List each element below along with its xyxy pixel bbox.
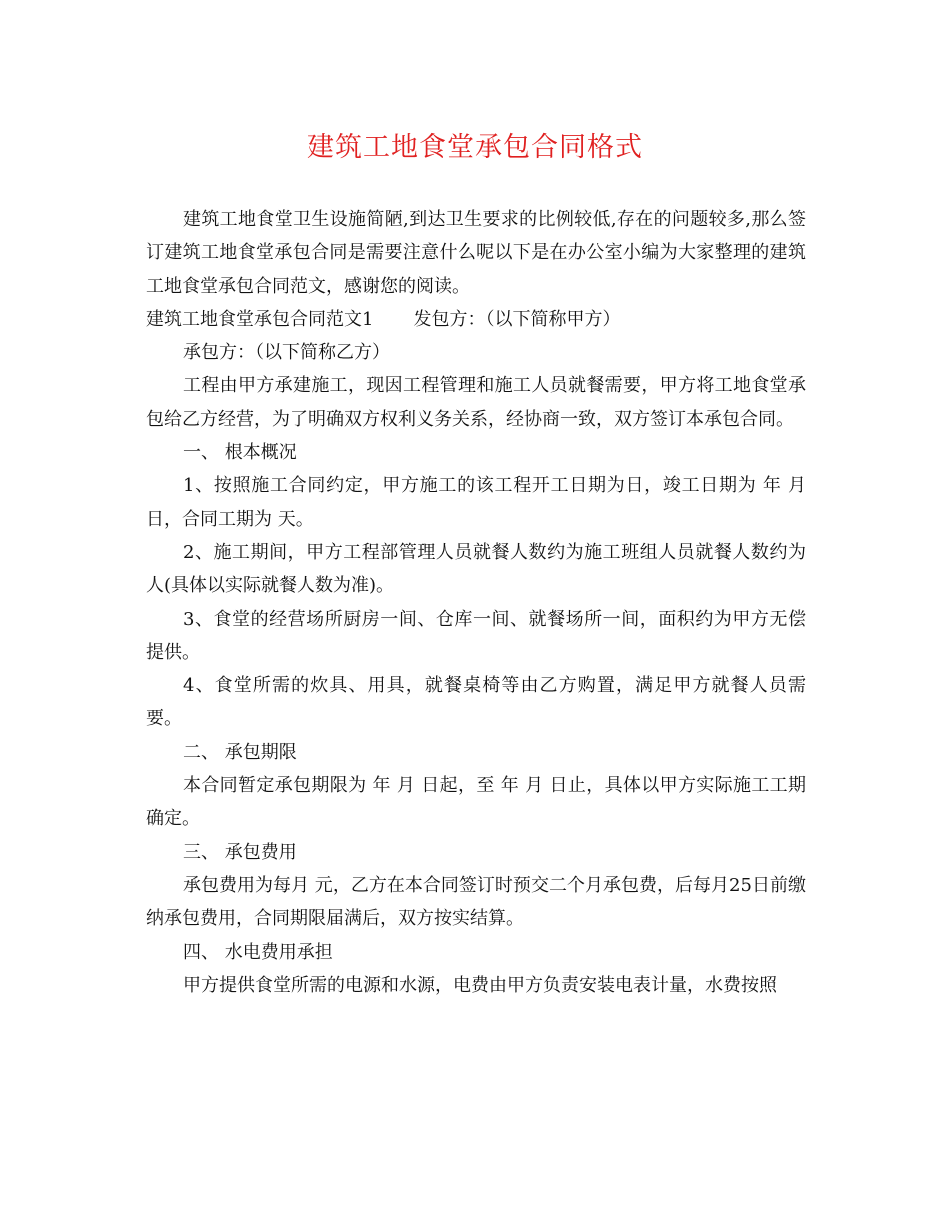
- preamble-paragraph: 工程由甲方承建施工，现因工程管理和施工人员就餐需要，甲方将工地食堂承包给乙方经营，为了明确双方权利义务关系，经协商一致，双方签订本承包合同。: [146, 375, 806, 430]
- section-4-heading: 四、 水电费用承担: [183, 941, 333, 963]
- sample-title: 建筑工地食堂承包合同范文1: [146, 308, 374, 330]
- section-4-text: 甲方提供食堂所需的电源和水源，电费由甲方负责安装电表计量，水费按照: [183, 974, 777, 996]
- party-b: 承包方：（以下简称乙方）: [183, 342, 390, 364]
- intro-paragraph: 建筑工地食堂卫生设施简陋,到达卫生要求的比例较低,存在的问题较多,那么签订建筑工地食堂承包合同是需要注意什么呢以下是在办公室小编为大家整理的建筑工地食堂承包合同范文，感谢您的阅读。: [146, 209, 806, 297]
- section-3-heading: 三、 承包费用: [183, 841, 297, 863]
- section-1-item-1: 1、按照施工合同约定，甲方施工的该工程开工日期为日，竣工日期为 年 月日，合同工期为 天。: [146, 475, 806, 530]
- section-1-item-3: 3、食堂的经营场所厨房一间、仓库一间、就餐场所一间，面积约为甲方无偿提供。: [146, 608, 806, 663]
- section-2-text: 本合同暂定承包期限为 年 月 日起，至 年 月 日止，具体以甲方实际施工工期确定。: [146, 775, 806, 830]
- section-1-item-2: 2、施工期间，甲方工程部管理人员就餐人数约为施工班组人员就餐人数约为 人(具体以实际就餐人数为准)。: [146, 541, 806, 597]
- sample-and-party-a-line: [146, 303, 806, 336]
- section-1-heading: 一、 根本概况: [183, 442, 297, 464]
- document-title: 建筑工地食堂承包合同格式: [307, 132, 643, 163]
- section-2-heading: 二、 承包期限: [183, 741, 297, 763]
- document-body: [146, 203, 806, 1002]
- section-3-text: 承包费用为每月 元，乙方在本合同签订时预交二个月承包费，后每月25日前缴纳承包费用，合同期限届满后，双方按实结算。: [146, 874, 806, 930]
- section-1-item-4: 4、食堂所需的炊具、用具，就餐桌椅等由乙方购置，满足甲方就餐人员需要。: [146, 675, 806, 730]
- party-a: 发包方：（以下简称甲方）: [413, 308, 621, 330]
